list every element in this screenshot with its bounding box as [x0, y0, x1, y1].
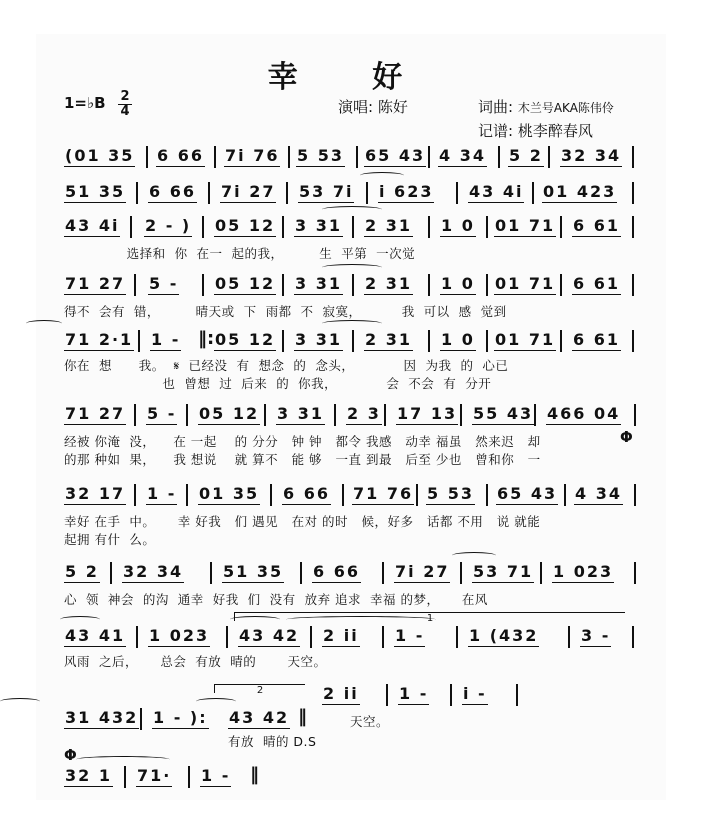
measure: 2 3: [347, 404, 381, 423]
measure: 43 41: [65, 626, 126, 645]
measure: 71 76: [353, 484, 414, 503]
score-row-10: [64, 684, 638, 710]
lyric-line-4b: 的那 种如 果， 我 想说 就 算不 能 够 一直 到最 后至 少也 曾和你 一: [64, 452, 541, 467]
measure: 71·: [137, 766, 172, 785]
measure: 3 31: [277, 404, 324, 423]
measure: 71 27: [65, 274, 126, 293]
measure: 05 12: [215, 216, 276, 235]
measure: 01 71: [495, 216, 556, 235]
slur: [26, 320, 62, 327]
measure: 1 023: [553, 562, 614, 581]
measure: 1 -: [151, 330, 181, 349]
score-row-7: [64, 484, 638, 510]
score-row-3: [64, 216, 638, 242]
measure: 51 35: [223, 562, 284, 581]
measure: 2 ii: [323, 626, 359, 645]
tie: [60, 616, 100, 623]
measure: 2 31: [365, 274, 412, 293]
tie: [76, 756, 170, 763]
measure: 43 4i: [65, 216, 120, 235]
measure: 1 -: [395, 626, 425, 645]
volta-1: 1: [234, 612, 625, 621]
score-row-8: [64, 562, 638, 588]
measure: 4 34: [439, 146, 486, 165]
tie: [0, 698, 40, 705]
measure: 53 71: [473, 562, 534, 581]
measure: (01 35: [65, 146, 135, 165]
measure: 2 - ): [145, 216, 192, 235]
measure: 55 43: [473, 404, 534, 423]
final-bar: ‖: [250, 764, 259, 785]
measure: 51 35: [65, 182, 126, 201]
tie: [322, 320, 382, 327]
song-title: 幸 好: [267, 60, 435, 95]
measure: 7i 27: [395, 562, 450, 581]
measure: 01 35: [199, 484, 260, 503]
lyric-line-3b: 也 曾想 过 后来 的 你我， 会 不会 有 分开: [64, 376, 492, 391]
measure: 71 2·1: [65, 330, 134, 349]
measure: 1 -: [201, 766, 231, 785]
measure: 43 42: [229, 708, 290, 727]
measure: 1 -: [399, 684, 429, 703]
score-row-12: [64, 766, 638, 792]
score-row-5: [64, 330, 638, 356]
lyric-line-5: 幸好 在手 中。 幸 好我 们 遇见 在对 的时 候，好多 话都 不用 说 就能: [64, 514, 541, 529]
measure: 6 61: [573, 330, 620, 349]
tie: [322, 206, 382, 213]
measure: 1 -: [147, 484, 177, 503]
measure: 3 31: [295, 330, 342, 349]
score-row-6: [64, 404, 638, 430]
measure: 01 423: [543, 182, 617, 201]
time-signature-top: 2: [118, 90, 132, 105]
lyric-line-2: 得不 会有 错， 晴天或 下 雨都 不 寂寞， 我 可以 感 觉到: [64, 304, 507, 319]
lyric-line-1: 选择和 你 在一 起的我， 生 平第 一次觉: [64, 246, 416, 261]
measure: i -: [463, 684, 487, 703]
tie: [230, 616, 280, 623]
measure: 6 61: [573, 216, 620, 235]
tie: [322, 264, 382, 271]
tie: [360, 172, 404, 179]
transcriber-credit: 记谱: 桃李醉春风: [478, 122, 593, 140]
measure: 1 023: [149, 626, 210, 645]
repeat-start: ‖:: [198, 328, 215, 349]
measure: 5 -: [147, 404, 177, 423]
measure: 65 43: [365, 146, 426, 165]
coda-sign: Φ: [620, 428, 633, 446]
tie: [286, 616, 436, 623]
lyric-line-9: 有放 晴的 D.S: [228, 734, 317, 749]
measure: 5 53: [427, 484, 474, 503]
measure: 2 31: [365, 216, 412, 235]
measure: 6 66: [313, 562, 360, 581]
measure: 6 66: [157, 146, 204, 165]
measure: 43 4i: [469, 182, 524, 201]
tie: [196, 698, 236, 705]
measure: 05 12: [199, 404, 260, 423]
time-signature-bottom: 4: [120, 104, 130, 119]
key-signature: 1=♭B: [64, 94, 106, 112]
measure: 6 66: [283, 484, 330, 503]
measure: 43 42: [239, 626, 300, 645]
score-row-1: [64, 146, 638, 172]
tie: [452, 552, 496, 559]
lyric-line-6: 心 领 神会 的沟 通幸 好我 们 没有 放弃 追求 幸福 的梦， 在风: [64, 592, 488, 607]
measure: 5 53: [297, 146, 344, 165]
measure: 32 1: [65, 766, 112, 785]
measure: 32 34: [561, 146, 622, 165]
measure: 71 27: [65, 404, 126, 423]
measure: 53 7i: [299, 182, 354, 201]
lyric-line-8: 天空。: [350, 714, 390, 729]
measure: 01 71: [495, 330, 556, 349]
lyricist-credit: [478, 96, 614, 117]
lyricist-label: 词曲:: [478, 98, 518, 116]
measure: i 623: [379, 182, 434, 201]
measure: 17 13: [397, 404, 458, 423]
singer-credit: 演唱: 陈好: [338, 98, 408, 116]
measure: 7i 27: [221, 182, 276, 201]
measure: 4 34: [575, 484, 622, 503]
measure: 05 12: [215, 274, 276, 293]
double-bar: ‖: [298, 706, 307, 727]
volta-2: 2: [214, 684, 305, 693]
measure: 32 17: [65, 484, 126, 503]
lyricist-name: 木兰号AKA陈伟伶: [517, 101, 614, 115]
measure: 5 2: [509, 146, 543, 165]
measure: 2 ii: [323, 684, 359, 703]
lyric-line-5b: 起拥 有什 么。: [64, 532, 156, 547]
measure: 1 - ):: [153, 708, 208, 727]
score-row-2: [64, 182, 638, 208]
measure: 5 2: [65, 562, 99, 581]
measure: 65 43: [497, 484, 558, 503]
measure: 1 0: [441, 330, 475, 349]
measure: 3 -: [581, 626, 611, 645]
measure: 6 66: [149, 182, 196, 201]
lyric-line-4: 经被 你淹 没， 在 一起 的 分分 钟 钟 都令 我感 动幸 福虽 然来迟 却: [64, 434, 541, 449]
measure: 31 432: [65, 708, 139, 727]
measure: 1 (432: [469, 626, 539, 645]
time-signature: [118, 90, 132, 119]
measure: 32 34: [123, 562, 184, 581]
measure: 3 31: [295, 274, 342, 293]
measure: 2 31: [365, 330, 412, 349]
measure: 5 -: [149, 274, 179, 293]
measure: 6 61: [573, 274, 620, 293]
score-row-9: [64, 626, 638, 652]
lyric-line-3: 你在 想 我。 𝄋 已经没 有 想念 的 念头， 因 为我 的 心已: [64, 358, 509, 373]
score-row-4: [64, 274, 638, 300]
measure: 01 71: [495, 274, 556, 293]
measure: 1 0: [441, 216, 475, 235]
measure: 466 04: [547, 404, 621, 423]
lyric-line-7: 风雨 之后， 总会 有放 晴的 天空。: [64, 654, 327, 669]
measure: 7i 76: [225, 146, 280, 165]
measure: 05 12: [215, 330, 276, 349]
coda-sign-2: Φ: [64, 746, 77, 764]
measure: 3 31: [295, 216, 342, 235]
measure: 1 0: [441, 274, 475, 293]
